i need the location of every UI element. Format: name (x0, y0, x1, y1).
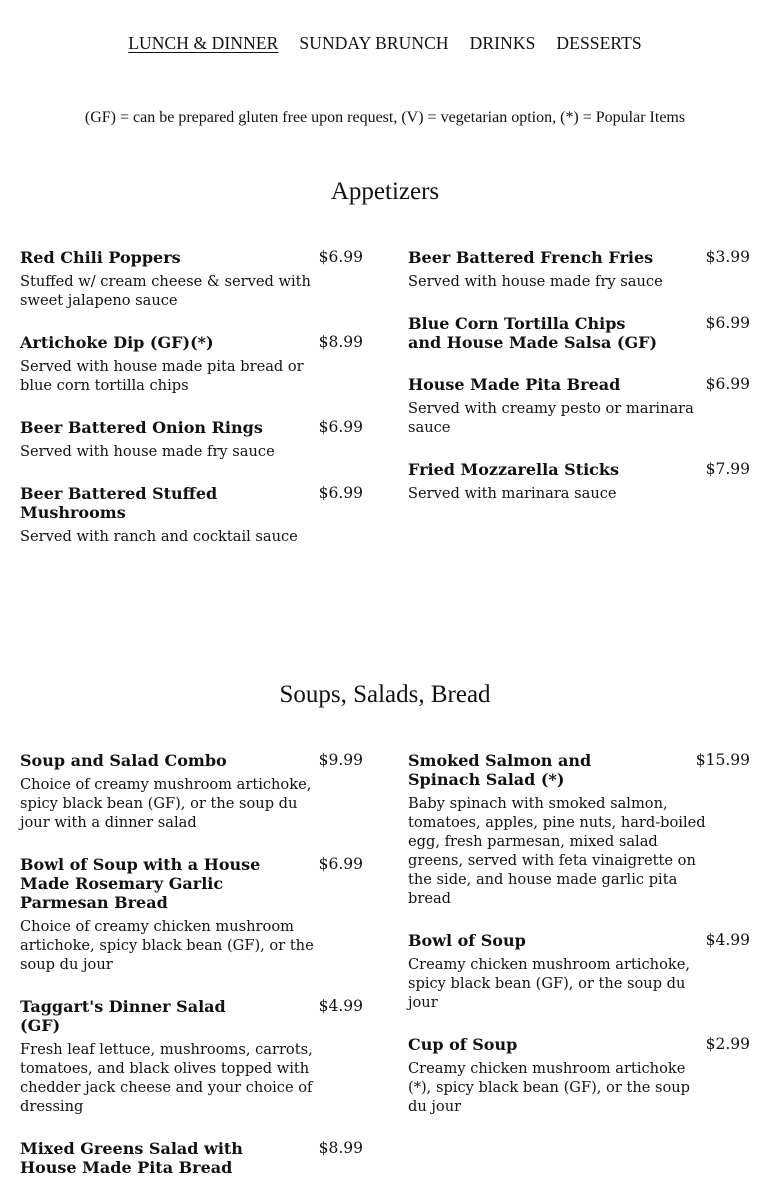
menu-item (20, 1139, 363, 1177)
menu-item-header (408, 314, 750, 352)
menu-item-header (408, 751, 750, 789)
appetizers-grid (0, 248, 770, 569)
menu-item-description: Choice of creamy chicken mushroom artichoke, spicy black bean (GF), or the soup du jour (20, 918, 314, 973)
menu-item-header (20, 333, 363, 352)
menu-item-price: $6.99 (705, 375, 750, 393)
menu-item-price: $2.99 (705, 1035, 750, 1053)
menu-item-name: Soup and Salad Combo (20, 751, 227, 770)
menu-item-header (20, 484, 363, 522)
menu-item-description: Creamy chicken mushroom artichoke (*), spicy black bean (GF), or the soup du jour (408, 1060, 691, 1115)
menu-item-price: $6.99 (318, 484, 363, 502)
menu-item-price: $6.99 (318, 418, 363, 436)
menu-item (408, 248, 750, 291)
menu-item-name: Beer Battered Stuffed Mushrooms (20, 484, 218, 522)
menu-item-price: $4.99 (318, 997, 363, 1015)
menu-item-description: Served with house made fry sauce (408, 273, 663, 290)
menu-item-header (408, 375, 750, 394)
menu-item-header (408, 931, 750, 950)
menu-item-description: Served with house made pita bread or blue corn tortilla chips (20, 358, 304, 394)
nav-link-drinks[interactable]: DRINKS (469, 33, 536, 53)
soups-left-column (20, 751, 363, 1200)
menu-item-price: $15.99 (695, 751, 750, 769)
menu-item-header (408, 1035, 750, 1054)
menu-item-description: Served with creamy pesto or marinara sauce (408, 400, 694, 436)
menu-item-description: Served with marinara sauce (408, 485, 617, 502)
menu-item-description: Served with house made fry sauce (20, 443, 275, 460)
menu-item-name: Beer Battered French Fries (408, 248, 654, 267)
menu-item-price: $3.99 (705, 248, 750, 266)
menu-item-header (20, 997, 363, 1035)
menu-item-header (408, 460, 750, 479)
menu-category-nav (0, 0, 770, 63)
nav-link-lunch-dinner[interactable]: LUNCH & DINNER (128, 33, 279, 53)
menu-item-name: Artichoke Dip (GF)(*) (20, 333, 214, 352)
menu-item (408, 931, 750, 1012)
soups-right-column (408, 751, 750, 1200)
nav-link-desserts[interactable]: DESSERTS (556, 33, 642, 53)
menu-item-description: Baby spinach with smoked salmon, tomatoes, apples, pine nuts, hard-boiled egg, fresh parmesan, mixed salad greens, served with feta vinaigrette on the side, and house made garlic pita bread (408, 795, 706, 907)
menu-item-header (20, 855, 363, 912)
menu-item-price: $8.99 (318, 1139, 363, 1157)
menu-item-name: Beer Battered Onion Rings (20, 418, 263, 437)
menu-item-price: $9.99 (318, 751, 363, 769)
menu-item-header (408, 248, 750, 267)
menu-item (20, 418, 363, 461)
menu-item (408, 314, 750, 352)
menu-item-price: $8.99 (318, 333, 363, 351)
menu-item-description: Served with ranch and cocktail sauce (20, 528, 298, 545)
menu-item-name: Cup of Soup (408, 1035, 518, 1054)
menu-item-name: Red Chili Poppers (20, 248, 181, 267)
menu-item-price: $6.99 (318, 248, 363, 266)
appetizers-right-column (408, 248, 750, 569)
menu-item (20, 484, 363, 546)
menu-item-header (20, 751, 363, 770)
menu-item (20, 248, 363, 310)
menu-item (408, 1035, 750, 1116)
menu-item-header (20, 418, 363, 437)
menu-item-name: Bowl of Soup with a House Made Rosemary Garlic Parmesan Bread (20, 855, 261, 912)
menu-item-description: Creamy chicken mushroom artichoke, spicy black bean (GF), or the soup du jour (408, 956, 690, 1011)
menu-item-price: $6.99 (318, 855, 363, 873)
menu-item-description: Choice of creamy mushroom artichoke, spicy black bean (GF), or the soup du jour with a dinner salad (20, 776, 312, 831)
menu-item (408, 375, 750, 437)
menu-item-description: Stuffed w/ cream cheese & served with sweet jalapeno sauce (20, 273, 311, 309)
soups-salads-bread-heading: Soups, Salads, Bread (279, 681, 491, 708)
menu-item-name: House Made Pita Bread (408, 375, 621, 394)
menu-item (20, 855, 363, 974)
menu-item-price: $6.99 (705, 314, 750, 332)
appetizers-heading: Appetizers (330, 178, 440, 205)
menu-item-name: Mixed Greens Salad with House Made Pita Bread (20, 1139, 243, 1177)
menu-item-header (20, 248, 363, 267)
menu-item (20, 997, 363, 1116)
soups-salads-bread-grid (0, 751, 770, 1200)
menu-item-name: Taggart's Dinner Salad (GF) (20, 997, 226, 1035)
menu-item-header (20, 1139, 363, 1177)
menu-item-name: Fried Mozzarella Sticks (408, 460, 620, 479)
menu-item-price: $7.99 (705, 460, 750, 478)
nav-link-sunday-brunch[interactable]: SUNDAY BRUNCH (299, 33, 449, 53)
menu-item-name: Smoked Salmon and Spinach Salad (*) (408, 751, 592, 789)
menu-item-description: Fresh leaf lettuce, mushrooms, carrots, tomatoes, and black olives topped with chedder jack cheese and your choice of dressing (20, 1041, 313, 1115)
menu-item-price: $4.99 (705, 931, 750, 949)
menu-item (20, 751, 363, 832)
appetizers-left-column (20, 248, 363, 569)
menu-item (20, 333, 363, 395)
menu-item-name: Blue Corn Tortilla Chips and House Made Salsa (GF) (408, 314, 658, 352)
menu-item (408, 460, 750, 503)
menu-item (408, 751, 750, 908)
dietary-legend: (GF) = can be prepared gluten free upon request, (V) = vegetarian option, (*) = Popular Items (84, 109, 686, 126)
menu-item-name: Bowl of Soup (408, 931, 526, 950)
